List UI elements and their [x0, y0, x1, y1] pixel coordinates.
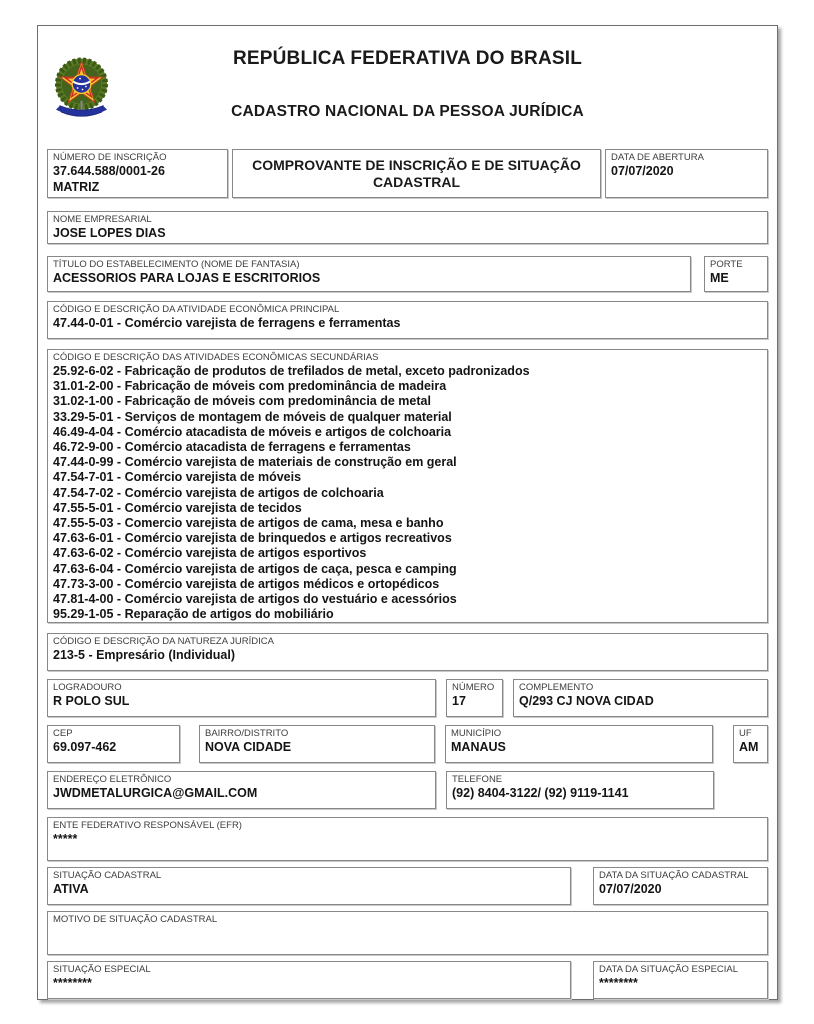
status-date-value: 07/07/2020: [599, 882, 662, 896]
status-date-label: DATA DA SITUAÇÃO CADASTRAL: [599, 870, 749, 881]
trade-name-label: TÍTULO DO ESTABELECIMENTO (NOME DE FANTASIA): [53, 259, 300, 270]
secondary-activity-item: 47.54-7-02 - Comércio varejista de artigos de colchoaria: [53, 485, 384, 500]
legal-nature-box: [47, 633, 768, 671]
trade-name-box: [47, 256, 691, 292]
cep-label: CEP: [53, 728, 73, 739]
special-status-row: [47, 961, 768, 999]
email-box: [47, 771, 436, 809]
legal-nature-label: CÓDIGO E DESCRIÇÃO DA NATUREZA JURÍDICA: [53, 636, 274, 647]
inscription-number-box: [47, 149, 228, 198]
secondary-activity-item: 47.44-0-99 - Comércio varejista de materiais de construção em geral: [53, 455, 457, 470]
trade-name-value: ACESSORIOS PARA LOJAS E ESCRITORIOS: [53, 271, 321, 285]
state-box: [733, 725, 768, 763]
special-status-box: [47, 961, 571, 999]
inscription-number-value: 37.644.588/0001-26: [53, 164, 165, 178]
status-reason-label: MOTIVO DE SITUAÇÃO CADASTRAL: [53, 914, 218, 925]
phone-value: (92) 8404-3122/ (92) 9119-1141: [452, 786, 629, 800]
street-label: LOGRADOURO: [53, 682, 122, 693]
registration-status-label: SITUAÇÃO CADASTRAL: [53, 870, 162, 881]
republic-title: REPÚBLICA FEDERATIVA DO BRASIL: [232, 48, 583, 69]
district-label: BAIRRO/DISTRITO: [205, 728, 289, 739]
special-status-value: ********: [53, 976, 92, 990]
company-size-box: [704, 256, 768, 292]
secondary-activity-item: 95.29-1-05 - Reparação de artigos do mobiliário: [53, 607, 334, 622]
efr-label: ENTE FEDERATIVO RESPONSÁVEL (EFR): [53, 820, 242, 831]
cnpj-certificate: [37, 25, 778, 1000]
contact-row: [47, 771, 768, 809]
secondary-activity-item: 47.73-3-00 - Comércio varejista de artigos médicos e ortopédicos: [53, 576, 440, 591]
email-value: JWDMETALURGICA@GMAIL.COM: [53, 786, 258, 800]
secondary-activity-item: 47.63-6-04 - Comércio varejista de artigos de caça, pesca e camping: [53, 561, 457, 576]
legal-nature-value: 213-5 - Empresário (Individual): [53, 648, 235, 662]
secondary-activities-box: [47, 349, 768, 623]
city-box: [445, 725, 713, 763]
opening-date-label: DATA DE ABERTURA: [611, 152, 704, 163]
opening-date-box: [605, 149, 768, 198]
registration-status-value: ATIVA: [53, 882, 89, 896]
inscription-number-label: NÚMERO DE INSCRIÇÃO: [53, 152, 167, 163]
certificate-title: COMPROVANTE DE INSCRIÇÃO E DE SITUAÇÃO CADASTRAL: [252, 156, 581, 190]
secondary-activity-item: 47.55-5-01 - Comércio varejista de tecidos: [53, 500, 302, 515]
special-status-label: SITUAÇÃO ESPECIAL: [53, 964, 151, 975]
address-row: [47, 679, 768, 717]
street-value: R POLO SUL: [53, 694, 130, 708]
location-row: [47, 725, 768, 763]
secondary-activity-item: 47.55-5-03 - Comercio varejista de artigos de cama, mesa e banho: [53, 516, 444, 531]
complement-box: [513, 679, 768, 717]
state-value: AM: [739, 740, 759, 754]
secondary-activities-list: [53, 364, 762, 622]
company-size-label: PORTE: [710, 259, 743, 270]
main-activity-label: CÓDIGO E DESCRIÇÃO DA ATIVIDADE ECONÔMICA PRINCIPAL: [53, 304, 340, 315]
district-value: NOVA CIDADE: [205, 740, 292, 754]
special-status-date-box: [593, 961, 768, 999]
secondary-activity-item: 46.49-4-04 - Comércio atacadista de móveis e artigos de colchoaria: [53, 424, 452, 439]
certificate-title-box: [232, 149, 601, 198]
complement-label: COMPLEMENTO: [519, 682, 594, 693]
efr-value: *****: [53, 832, 78, 846]
status-reason-box: [47, 911, 768, 955]
company-name-value: JOSE LOPES DIAS: [53, 226, 166, 240]
phone-box: [446, 771, 714, 809]
company-name-label: NOME EMPRESARIAL: [53, 214, 152, 225]
secondary-activity-item: 47.63-6-02 - Comércio varejista de artigos esportivos: [53, 546, 367, 561]
district-box: [199, 725, 435, 763]
special-status-date-label: DATA DA SITUAÇÃO ESPECIAL: [599, 964, 739, 975]
secondary-activity-item: 31.01-2-00 - Fabricação de móveis com predominância de madeira: [53, 379, 447, 394]
street-box: [47, 679, 436, 717]
secondary-activity-item: 25.92-6-02 - Fabricação de produtos de trefilados de metal, exceto padronizados: [53, 364, 530, 378]
opening-date-value: 07/07/2020: [611, 164, 674, 178]
trade-name-row: [47, 256, 768, 292]
secondary-activity-item: 31.02-1-00 - Fabricação de móveis com predominância de metal: [53, 394, 431, 409]
secondary-activity-item: 47.63-6-01 - Comércio varejista de brinquedos e artigos recreativos: [53, 531, 452, 546]
city-label: MUNICÍPIO: [451, 728, 502, 739]
street-number-value: 17: [452, 694, 466, 708]
special-status-date-value: ********: [599, 976, 638, 990]
phone-label: TELEFONE: [452, 774, 503, 785]
company-name-box: [47, 211, 768, 244]
secondary-activity-item: 47.54-7-01 - Comércio varejista de móveis: [53, 470, 302, 485]
email-label: ENDEREÇO ELETRÔNICO: [53, 774, 172, 785]
cep-box: [47, 725, 180, 763]
inscription-unit-type: MATRIZ: [53, 179, 100, 194]
complement-value: Q/293 CJ NOVA CIDAD: [519, 694, 654, 708]
secondary-activity-item: 46.72-9-00 - Comércio atacadista de ferragens e ferramentas: [53, 440, 411, 455]
efr-box: [47, 817, 768, 861]
state-label: UF: [739, 728, 752, 739]
company-size-value: ME: [710, 271, 729, 285]
secondary-activity-item: 47.81-4-00 - Comércio varejista de artigos do vestuário e acessórios: [53, 592, 457, 607]
cnpj-registry-title: CADASTRO NACIONAL DA PESSOA JURÍDICA: [231, 103, 584, 120]
secondary-activities-label: CÓDIGO E DESCRIÇÃO DAS ATIVIDADES ECONÔMICAS SECUNDÁRIAS: [53, 352, 379, 363]
main-activity-box: [47, 301, 768, 339]
status-date-box: [593, 867, 768, 905]
inscription-row: [47, 149, 768, 198]
street-number-label: NÚMERO: [452, 682, 495, 693]
cep-value: 69.097-462: [53, 740, 117, 754]
city-value: MANAUS: [451, 740, 506, 754]
main-activity-value: 47.44-0-01 - Comércio varejista de ferragens e ferramentas: [53, 316, 401, 330]
status-row: [47, 867, 768, 905]
secondary-activity-item: 33.29-5-01 - Serviços de montagem de móveis de qualquer material: [53, 409, 452, 424]
document-header: [47, 26, 768, 149]
street-number-box: [446, 679, 503, 717]
registration-status-box: [47, 867, 571, 905]
